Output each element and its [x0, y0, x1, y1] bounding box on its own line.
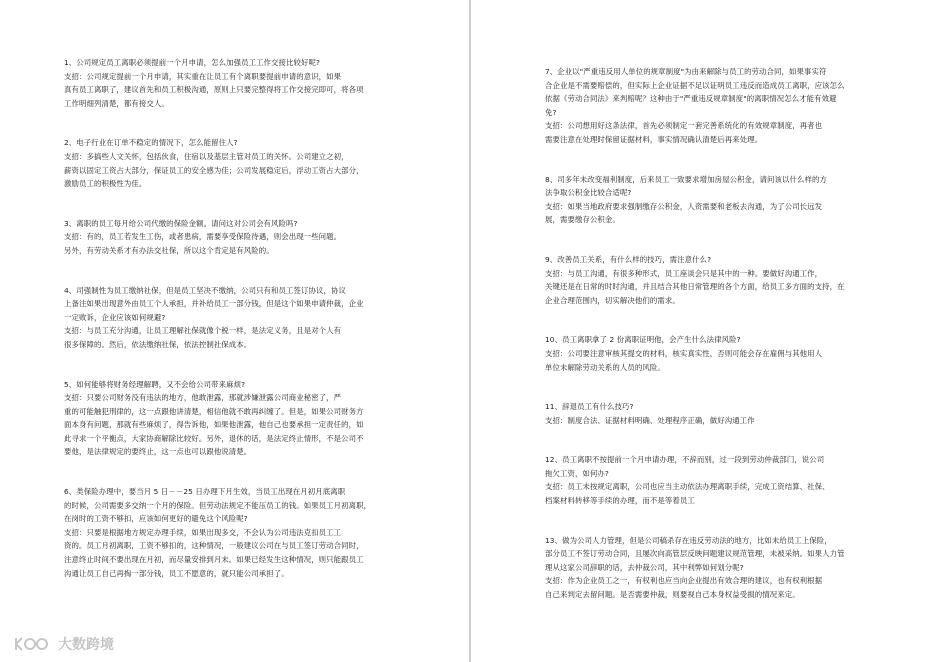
question-text: 9、改善员工关系，有什么样的技巧，需注意什么?	[545, 254, 712, 264]
answer-text: 支招：员工未按规定离职，公司也应当主动依法办理离职手续，完成工资结算、社保、 档案材料转移等手续的办理，而不是等着员工	[545, 482, 830, 506]
answer-text: 支招：只要是根据地方规定办理手续，如果出现多交，不会认为公司违法克扣员工工 资的。员工月初离职，工资不够扣的，这种情况，一般建议公司在与员工签订劳动合同时， 注意终止时间不要出现在月初，而尽量安排到月末。如果已经发生这种情况，则只能跟员工 沟通让员工自己再掏一部分钱，员工不愿意的，就只能公司承担了。	[64, 527, 364, 578]
answer-text: 支招：与员工沟通，有很多种形式，员工座谈会只是其中的一种。要做好沟通工作， 关键还是在日常的时时沟通，并且结合其他日常管理的各个方面，给员工多方面的支持，在 企业合理范围内，切实解决他们的需求。	[545, 268, 845, 305]
question-text: 2、电子行业在订单不稳定的情况下，怎么能留住人?	[64, 138, 238, 148]
question-text: 5、如何能够将财务经理解聘，又不会给公司带来麻烦?	[64, 379, 246, 389]
answer-text: 支招：多搞些人文关怀，包括伙食，住宿以及基层主管对员工的关怀。公司建立之初， 薪资以固定工资占大部分，保证员工的安全感为佳；公司发展稳定后，浮动工资占大部分， 激励员工的积极性为佳。	[64, 151, 364, 189]
question-text: 4、司强制性为员工缴纳社保，但是员工坚决不缴纳，公司只有和员工签订协议，协议 上备注如果出现意外由员工个人承担，并补给员工一部分钱，但是这个如果申请仲裁，企业 一定败诉，企业应该如何规避?	[64, 285, 364, 322]
question-text: 13、做为公司人力管理，但是公司稿杀存在违反劳动法的地方，比如未给员工上保险， 部分员工不签订劳动合同，且屡次向高管层反映问题建议规范管理，未被采纳。如果人力管 理从这家公司辞职的话，去仲裁公司，其中利弊如何划分呢?	[545, 535, 845, 572]
question-text: 8、司多年未改变福利制度，后来员工一致要求增加房屋公积金，请问该以什么样的方 法争取公积金比较合适呢?	[545, 174, 827, 198]
qa-item	[545, 65, 892, 147]
qa-item	[64, 378, 441, 460]
qa-item	[545, 253, 892, 307]
right-page	[471, 0, 940, 662]
answer-text: 支招：只要公司财务没有违法的地方，他敢泄露，那就涉嫌泄露公司商业秘密了，严 重的可能触犯刑律的，这一点跟他讲清楚，相信他就不敢再纠缠了。但是，如果公司财务方 面本身有问题，那就有些麻烦了，得告诉他，如果他泄露，他自己也要承担一定责任的，如 此寻求一个平衡点，大家协商解除比较好。另外，退休的话，是法定终止情形，不是公司不 要他，是法律规定的要终止，这一点也可以跟他说清楚。	[64, 393, 364, 457]
qa-item	[545, 173, 892, 227]
answer-text: 支招：与员工充分沟通，让员工理解社保就像个税一样，是法定义务，且是对个人有 很多保障的。然后，依法缴纳社保，依法控制社保成本。	[64, 326, 342, 349]
logo-icon	[12, 634, 52, 654]
answer-text: 支招：公司要注意审核其提交的材料，核实真实性，否则可能会存在雇佣与其他用人 单位未解除劳动关系的人员的风险。	[545, 348, 823, 372]
watermark	[12, 634, 114, 654]
answer-text: 支招：作为企业员工之一，有权利也应当向企业提出有效合理的建议，也有权利根据 自己来判定去留问题。是否需要仲裁，则要视自己本身权益受损的情况来定。	[545, 576, 823, 600]
left-page	[0, 0, 469, 662]
watermark-text: 大数跨境	[58, 637, 114, 653]
qa-item	[64, 136, 441, 190]
qa-item	[545, 534, 892, 602]
answer-text: 支招：有的，员工若发生工伤，或者患病，需要享受保险待遇，则会出现一些问题。 另外，有劳动关系才有办法交社保，所以这个肯定是有风险的。	[64, 232, 342, 255]
answer-text: 支招：如果当地政府要求强制缴存公积金，人资需要和老板去沟通，为了公司长远发 展，需要缴存公积金。	[545, 201, 823, 225]
qa-item	[545, 453, 892, 507]
question-text: 7、企业以"严重违反用人单位的规章制度"为由来解除与员工的劳动合同，如果事实符 合企业是不需要赔偿的，但实际上企业证据不足以证明员工违反而造成员工离职，应该怎么 依据《劳动合同法》来判赔呢？这种由于"严重违反规章制度"的离职情况怎么才能有效避 免?	[545, 67, 845, 117]
question-text: 12、员工离职不按提前一个月申请办理，不辞而别，过一段到劳动仲裁部门，说公司 拖欠工资，如何办?	[545, 455, 825, 478]
question-text: 3、离职的员工每月给公司代缴的保险金额。请问这对公司会有风险吗?	[64, 218, 298, 228]
qa-item	[64, 485, 441, 580]
qa-item	[64, 217, 441, 258]
qa-item	[64, 56, 441, 110]
question-text: 11、辞退员工有什么技巧?	[545, 402, 634, 412]
question-text: 6、类保险办理中，要当月 5 日－－25 日办理下月生效，当员工出现在月初月底离职 的时候，公司需要多交纳一个月的保险。但劳动法规定不能压员工的钱。如果员工月初离职， 在岗时的工资不够扣，应该如何更好的避免这个风险呢?	[64, 487, 372, 524]
qa-item	[64, 284, 441, 352]
qa-item	[545, 400, 892, 427]
qa-item	[545, 333, 892, 374]
answer-text: 支招：公司想用好这条法律，首先必须制定一套完善系统化的有效规章制度，再者也 需要注意在处理时保留证据材料，事实情况确认清楚后再来处理。	[545, 121, 823, 144]
question-text: 1、公司规定员工离职必须提前一个月申请，怎么加强员工工作交接比较好呢?	[64, 58, 321, 67]
question-text: 10、员工离职拿了 2 份离职证明他，会产生什么法律风险?	[545, 335, 741, 345]
answer-text: 支招：制度合法、证据材料明确、处理程序正确，做好沟通工作	[545, 415, 755, 425]
answer-text: 支招：公司规定提前一个月申请，其实重在让员工有个离职要提前申请的意识，如果 真有员工离职了，建议首先和员工积极沟通，原则上只要完整得将工作交接完即可，将各项 工作明细列清楚，都有接交人。	[64, 71, 364, 108]
